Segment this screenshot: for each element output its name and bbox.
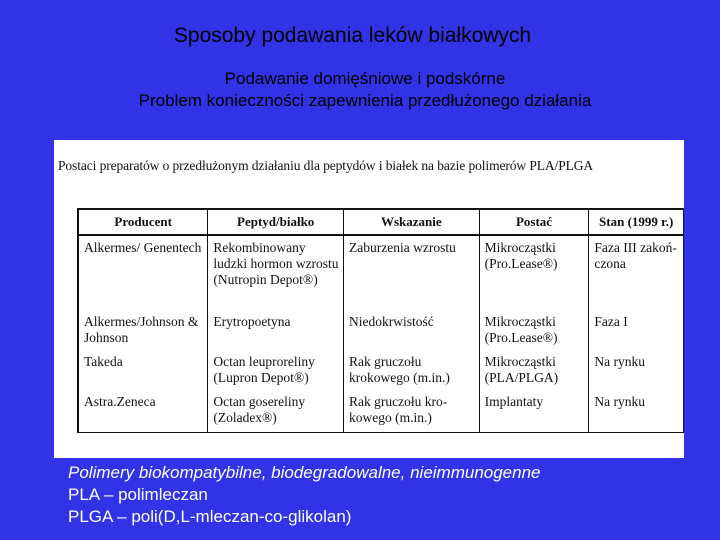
formulations-table	[77, 208, 684, 433]
note-line-2: PLA – polimleczan	[68, 485, 208, 504]
note-line-1: Polimery biokompatybilne, biodegradowalne, nieimmunogenne	[68, 463, 541, 482]
table-cell: Erytropoetyna	[208, 310, 344, 350]
subtitle-line-2: Problem konieczności zapewnienia przedłużonego działania	[138, 91, 592, 110]
table-header-row	[78, 209, 684, 235]
table-cell: Na rynku	[589, 390, 684, 432]
table-caption: Postaci preparatów o przedłużonym działaniu dla peptydów i białek na bazie polimerów PLA/PLGA	[58, 158, 594, 173]
table-cell: Rekombinowany ludzki hormon wzrostu (Nutropin Depot®)	[208, 235, 344, 310]
table-cell: Mikrocząstki (Pro.Lease®)	[479, 235, 589, 310]
table-row	[78, 390, 684, 432]
table-row	[78, 310, 684, 350]
polymer-notes	[68, 462, 541, 528]
table-cell: Faza III zakoń-czona	[589, 235, 684, 310]
header-producent: Producent	[78, 209, 208, 235]
table-cell: Na rynku	[589, 350, 684, 390]
table-cell: Alkermes/Johnson & Johnson	[78, 310, 208, 350]
table-row	[78, 350, 684, 390]
table-cell: Zaburzenia wzrostu	[344, 235, 480, 310]
header-postac: Postać	[479, 209, 589, 235]
table-cell: Faza I	[589, 310, 684, 350]
table-cell: Octan leuproreliny (Lupron Depot®)	[208, 350, 344, 390]
table-cell: Rak gruczołu krokowego (m.in.)	[344, 350, 480, 390]
scanned-table-image	[54, 140, 684, 458]
subtitle-line-1: Podawanie domięśniowe i podskórne	[224, 69, 506, 88]
table-cell: Rak gruczołu kro-kowego (m.in.)	[344, 390, 480, 432]
table-cell: Mikrocząstki (Pro.Lease®)	[479, 310, 589, 350]
note-line-3: PLGA – poli(D,L-mleczan-co-glikolan)	[68, 507, 352, 526]
table-cell: Octan gosereliny (Zoladex®)	[208, 390, 344, 432]
header-stan: Stan (1999 r.)	[589, 209, 684, 235]
table-cell: Alkermes/ Genentech	[78, 235, 208, 310]
header-peptyd: Peptyd/białko	[208, 209, 344, 235]
table-cell: Mikrocząstki (PLA/PLGA)	[479, 350, 589, 390]
table-row	[78, 235, 684, 310]
slide-title: Sposoby podawania leków białkowych	[173, 24, 532, 47]
slide-subtitle	[0, 68, 720, 112]
table-cell: Implantaty	[479, 390, 589, 432]
header-wskazanie: Wskazanie	[344, 209, 480, 235]
table-cell: Niedokrwistość	[344, 310, 480, 350]
table-cell: Astra.Zeneca	[78, 390, 208, 432]
table-cell: Takeda	[78, 350, 208, 390]
